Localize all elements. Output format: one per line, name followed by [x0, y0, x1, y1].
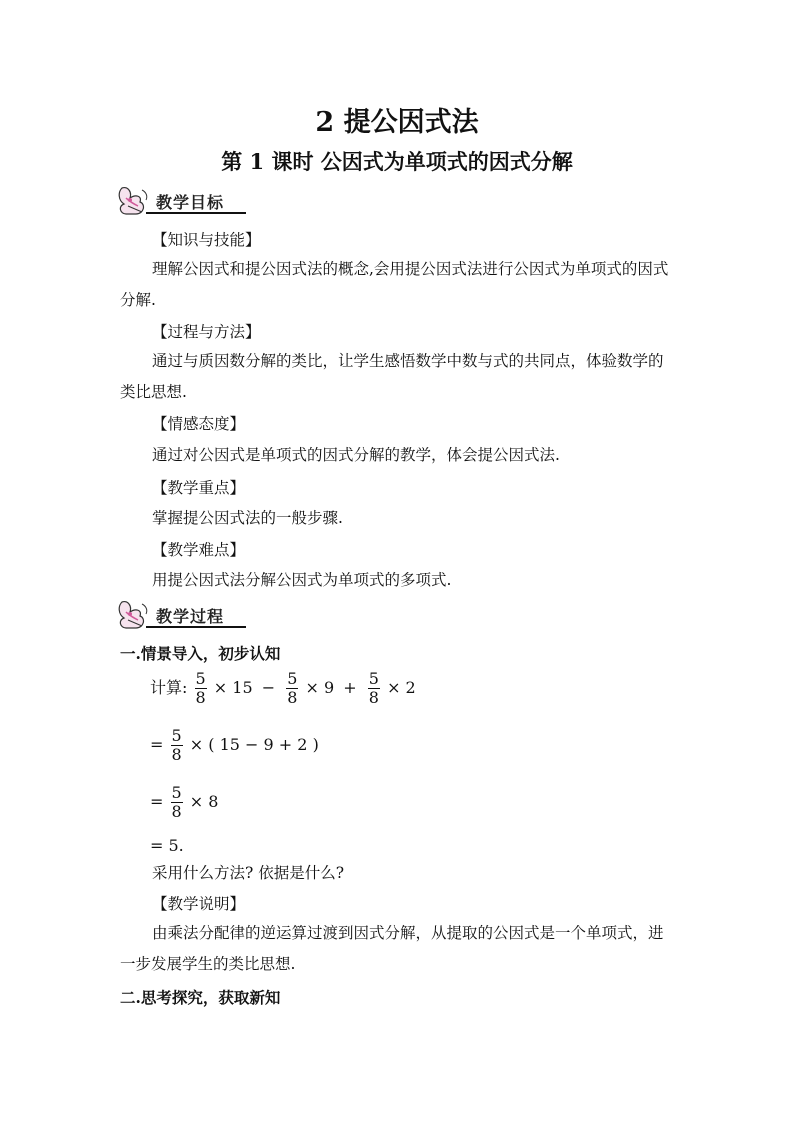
math-line-3 — [150, 784, 218, 821]
label-difficulty: 【教学难点】 — [152, 541, 246, 559]
fraction-denominator: 8 — [171, 745, 182, 764]
equals-sign: = — [150, 792, 164, 811]
fraction-denominator: 8 — [171, 802, 182, 821]
text-knowledge: 理解公因式和提公因式法的概念,会用提公因式法进行公因式为单项式的因式分解. — [120, 260, 669, 309]
page-title: 2 提公因式法 — [315, 107, 479, 138]
text-process-method: 通过与质因数分解的类比，让学生感悟数学中数与式的共同点，体验数学的类比思想. — [120, 352, 664, 401]
question-text: 采用什么方法? 依据是什么? — [152, 864, 345, 882]
term-a: × 15 — [213, 678, 253, 697]
math-line-4: = 5. — [150, 836, 184, 855]
section-heading-goals — [116, 184, 246, 224]
fraction — [195, 670, 207, 707]
label-teaching-note: 【教学说明】 — [152, 895, 246, 913]
fraction-numerator: 5 — [171, 726, 182, 745]
section-heading-label: 教学过程 — [156, 607, 225, 626]
fraction — [171, 727, 183, 764]
term-c: × 2 — [387, 678, 416, 697]
part1-title: 一.情景导入，初步认知 — [120, 644, 281, 663]
minus-sign: − — [261, 678, 276, 697]
math-line-2 — [150, 727, 319, 764]
fraction-denominator: 8 — [195, 688, 206, 707]
calc-label: 计算: — [150, 678, 188, 697]
equals-sign: = — [150, 735, 164, 754]
label-process-method: 【过程与方法】 — [152, 323, 261, 341]
label-attitude: 【情感态度】 — [152, 415, 246, 433]
fraction-numerator: 5 — [368, 669, 379, 688]
section-heading-label: 教学目标 — [156, 193, 225, 212]
label-knowledge: 【知识与技能】 — [152, 231, 261, 249]
fraction-numerator: 5 — [195, 669, 206, 688]
fraction-numerator: 5 — [171, 783, 182, 802]
text-difficulty: 用提公因式法分解公因式为单项式的多项式. — [152, 571, 452, 589]
math-line-1 — [150, 670, 416, 707]
bow-decoration-icon — [116, 184, 156, 220]
divider — [146, 626, 246, 628]
lesson-subtitle: 第 1 课时 公因式为单项式的因式分解 — [221, 149, 573, 174]
term-b: × 9 — [305, 678, 335, 697]
divider — [146, 212, 246, 214]
text-key-point: 掌握提公因式法的一般步骤. — [152, 509, 343, 527]
label-key-point: 【教学重点】 — [152, 479, 246, 497]
plus-sign: + — [343, 678, 357, 697]
fraction — [368, 670, 380, 707]
part2-title: 二.思考探究，获取新知 — [120, 988, 281, 1007]
bow-decoration-icon — [116, 598, 156, 634]
text-attitude: 通过对公因式是单项式的因式分解的教学，体会提公因式法. — [152, 446, 560, 464]
fraction-denominator: 8 — [368, 688, 379, 707]
fraction — [171, 784, 183, 821]
expression: × 8 — [189, 792, 219, 811]
fraction-denominator: 8 — [287, 688, 298, 707]
fraction-numerator: 5 — [287, 669, 298, 688]
section-heading-process — [116, 598, 246, 638]
expression: × ( 15 − 9 + 2 ) — [189, 735, 319, 754]
fraction — [286, 670, 298, 707]
text-teaching-note: 由乘法分配律的逆运算过渡到因式分解，从提取的公因式是一个单项式，进一步发展学生的类比思想. — [120, 924, 664, 973]
